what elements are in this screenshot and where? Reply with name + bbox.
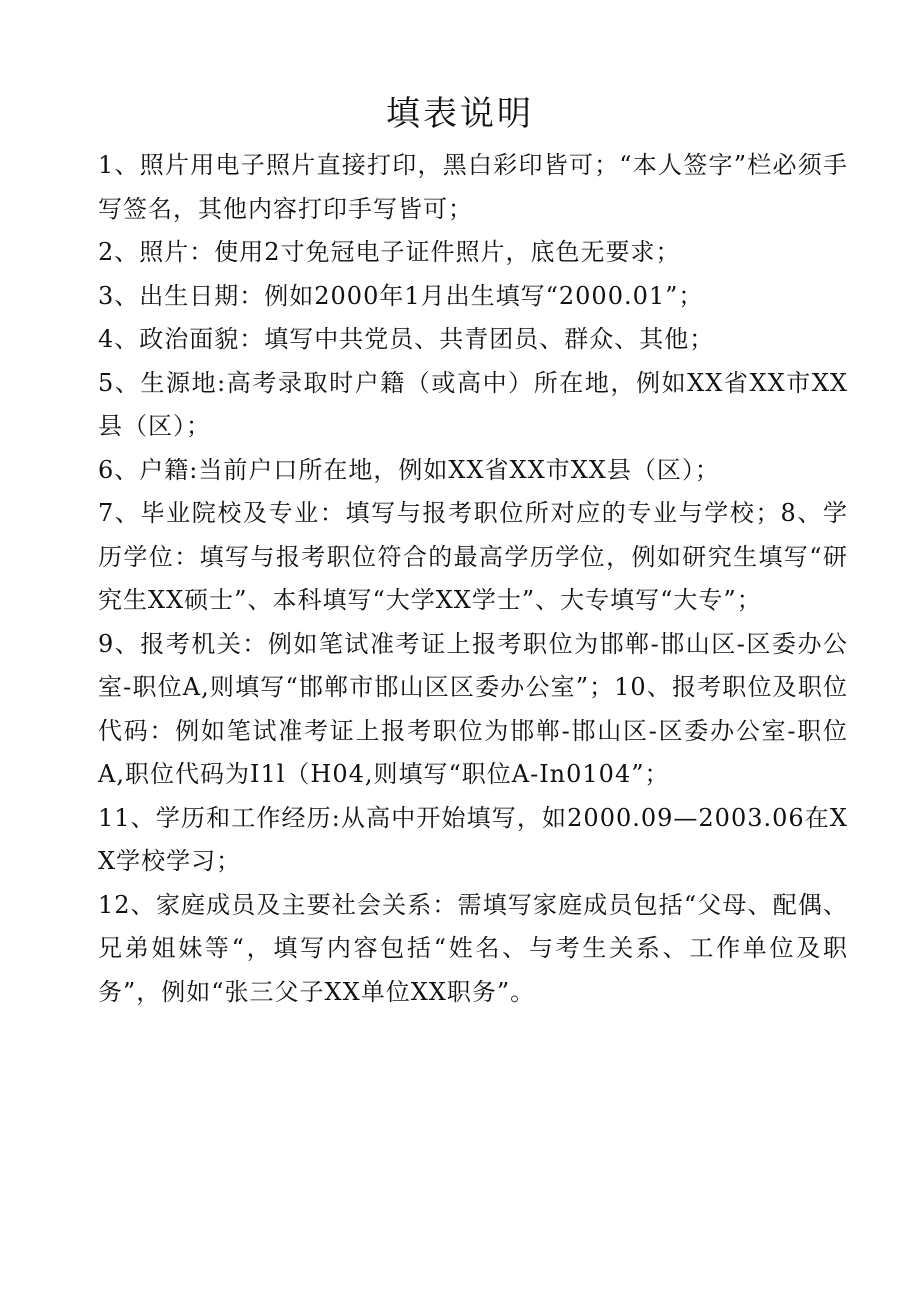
instruction-item-4: 4、政治面貌：填写中共党员、共青团员、群众、其他； — [98, 325, 715, 353]
instruction-item-6: 6、户籍:当前户口所在地，例如XX省XX市XX县（区）； — [98, 455, 720, 484]
instruction-item-11: 11、学历和工作经历:从高中开始填写，如2000.09—2003.06在XX学校学习； — [98, 803, 848, 875]
instruction-item-7-8: 7、毕业院校及专业：填写与报考职位所对应的专业与学校；8、学历学位：填写与报考职位符合的最高学历学位，例如研究生填写“研究生XX硕士”、本科填写“大学XX学士”、大专填写“大专”； — [98, 499, 848, 614]
instruction-item-12: 12、家庭成员及主要社会关系：需填写家庭成员包括“父母、配偶、兄弟姐妹等“，填写内容包括“姓名、与考生关系、工作单位及职务”，例如“张三父子XX单位XX职务”。 — [98, 890, 848, 1006]
instruction-item-1: 1、照片用电子照片直接打印，黑白彩印皆可；“本人签字”栏必须手写签名，其他内容打印手写皆可； — [98, 151, 848, 223]
instruction-item-3: 3、出生日期：例如2000年1月出生填写“2000.01”； — [98, 281, 704, 310]
instruction-item-5: 5、生源地:高考录取时户籍（或高中）所在地，例如XX省XX市XX县（区）； — [98, 368, 848, 440]
instruction-list — [98, 144, 848, 1014]
instruction-item-2: 2、照片：使用2寸免冠电子证件照片，底色无要求； — [98, 238, 681, 266]
instruction-item-9-10: 9、报考机关：例如笔试准考证上报考职位为邯郸-邯山区-区委办公室-职位A,则填写“邯郸市邯山区区委办公室”；10、报考职位及职位代码：例如笔试准考证上报考职位为邯郸-邯山区-区委办公室-职位A,职位代码为I1l（H04,则填写“职位A-In0104”； — [98, 629, 848, 788]
page-title: 填表说明 — [386, 94, 534, 134]
